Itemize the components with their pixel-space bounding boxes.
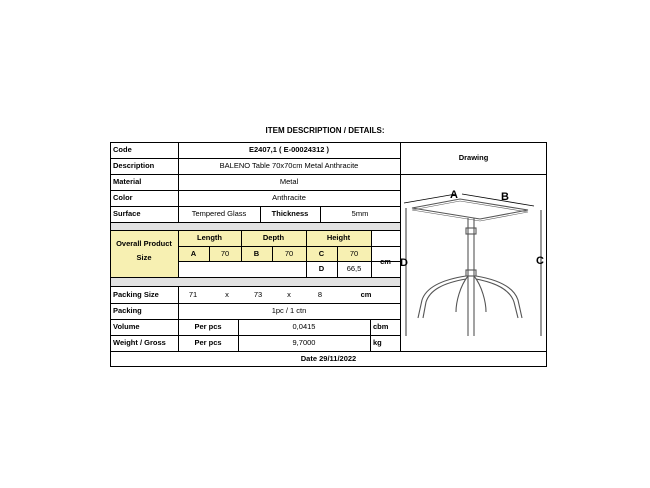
rule [110,142,547,143]
overall-size-label-2: Size [136,253,152,263]
rule [110,303,400,304]
rule [110,319,400,320]
spacer-row-bottom [110,277,400,286]
rule [110,206,400,207]
volume-label: Volume [113,322,140,332]
drawing-dim-b: B [501,191,509,203]
material-label: Material [113,177,142,187]
packing-size-x1: x [225,289,229,299]
drawing-label: Drawing [458,153,489,163]
rule [260,206,261,222]
rule [110,190,400,191]
rule [110,142,111,367]
volume-unit: cbm [373,322,389,332]
rule [178,230,179,277]
rule [178,261,400,262]
spacer-row-top [110,222,400,230]
rule [110,222,400,223]
packing-size-v2: 73 [253,289,263,299]
rule [110,366,547,367]
rule [209,246,210,261]
weight-value: 9,7000 [292,338,316,348]
rule [306,230,307,277]
description-value: BALENO Table 70x70cm Metal Anthracite [219,161,359,171]
color-value: Anthracite [272,193,306,203]
dim-c-value: 70 [349,248,359,258]
rule [272,246,273,261]
packing-size-v1: 71 [188,289,198,299]
dim-d-value: 66,5 [346,264,362,274]
rule [337,246,338,277]
rule [110,335,400,336]
dim-a-value: 70 [220,248,230,258]
volume-value: 0,0415 [292,322,316,332]
packing-size-unit: cm [360,289,372,299]
dim-a-label: A [190,248,197,258]
rule [320,206,321,222]
rule [178,286,179,351]
weight-per: Per pcs [194,338,222,348]
weight-label: Weight / Gross [113,338,166,348]
rule [110,286,400,287]
drawing-dim-d: D [400,257,408,269]
overall-size-label-1: Overall Product [116,239,172,249]
length-label: Length [197,233,222,243]
drawing-dim-c: C [536,255,544,267]
dim-b-label: B [253,248,260,258]
rule [110,174,547,175]
thickness-label: Thickness [271,209,309,219]
thickness-value: 5mm [351,209,369,219]
color-label: Color [113,193,133,203]
dim-c-label: C [318,248,325,258]
surface-label: Surface [113,209,141,219]
surface-value: Tempered Glass [191,209,247,219]
rule [238,319,239,351]
rule [241,230,242,261]
date-footer: Date 29/11/2022 [300,354,357,364]
rule [110,158,400,159]
drawing-dim-a: A [450,189,458,201]
dim-b-value: 70 [284,248,294,258]
volume-per: Per pcs [194,322,222,332]
dim-d-label: D [318,264,325,274]
material-value: Metal [279,177,299,187]
packing-label: Packing [113,306,142,316]
packing-size-x2: x [287,289,291,299]
document-title: ITEM DESCRIPTION / DETAILS: [265,126,385,135]
rule [178,246,400,247]
rule [110,230,400,231]
rule [178,142,179,222]
rule [110,351,547,352]
rule [370,319,371,351]
weight-unit: kg [373,338,382,348]
packing-size-label: Packing Size [113,289,159,299]
rule [110,277,400,278]
code-label: Code [113,145,132,155]
height-label: Height [326,233,351,243]
packing-size-v3: 8 [317,289,323,299]
table-drawing [400,186,547,338]
rule [371,230,372,277]
code-value: E2407,1 ( E-00024312 ) [248,145,330,155]
description-label: Description [113,161,155,171]
packing-value: 1pc / 1 ctn [271,306,307,316]
depth-label: Depth [262,233,285,243]
